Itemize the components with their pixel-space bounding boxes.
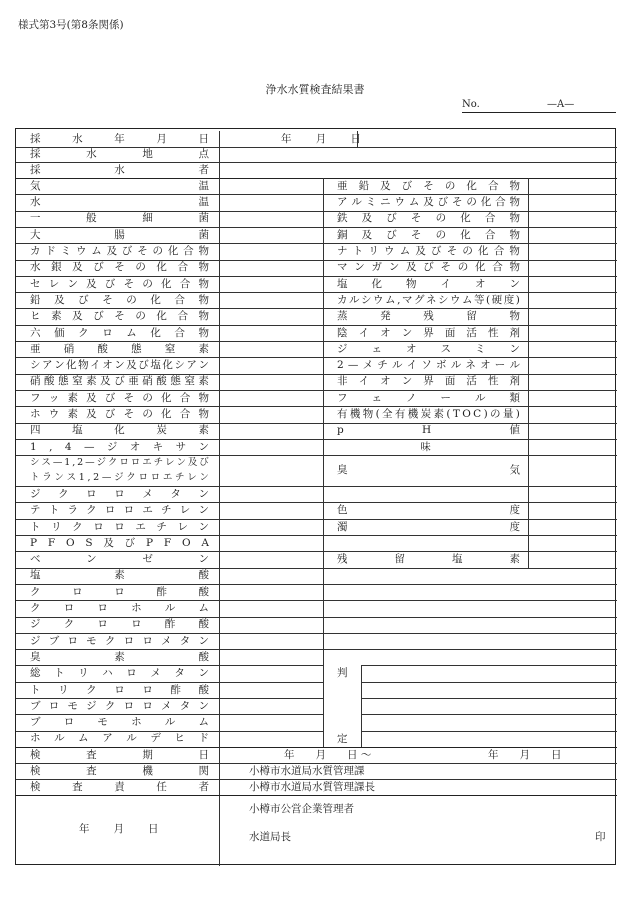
right-item-label: p H 値 (337, 424, 520, 437)
row-divider (16, 374, 323, 375)
row-divider (323, 568, 617, 569)
row-divider (16, 731, 323, 732)
row-divider (361, 731, 617, 732)
right-item-label: 非 イ オ ン 界 面 活 性 剤 (337, 375, 520, 388)
left-item-label: P F O S 及 び P F O A (30, 536, 209, 549)
row-divider (361, 682, 617, 683)
inspection-result-table (15, 128, 616, 865)
column-divider (361, 665, 362, 747)
column-divider (357, 131, 358, 147)
row-divider (16, 600, 323, 601)
right-item-label: 残 留 塩 素 (337, 553, 520, 566)
left-item-label: シ ス — 1 , 2 — ジ ク ロ ロ エ チ レ ン 及 び (30, 457, 209, 469)
row-divider (16, 698, 323, 699)
right-item-label: 塩 化 物 イ オ ン (337, 277, 520, 290)
row-divider (361, 665, 617, 666)
judgement-label-top: 判 (337, 667, 348, 680)
row-divider (16, 584, 323, 585)
left-item-label: ト リ ク ロ ロ エ チ レ ン (30, 520, 209, 533)
right-item-label: 銅 及 び そ の 化 合 物 (337, 228, 520, 241)
row-divider (16, 325, 323, 326)
row-divider (16, 147, 617, 148)
row-divider (361, 714, 617, 715)
left-item-label: 塩 素 酸 (30, 569, 209, 582)
right-item-label: 鉄 及 び そ の 化 合 物 (337, 212, 520, 225)
right-item-label: 濁 度 (337, 520, 520, 533)
left-item-label: ヒ 素 及 び そ の 化 合 物 (30, 310, 209, 323)
left-item-label: 亜 硝 酸 態 窒 素 (30, 342, 209, 355)
left-item-label: ク ロ ロ ホ ル ム (30, 602, 209, 615)
row-divider (16, 519, 323, 520)
left-item-label: ホ ル ム ア ル デ ヒ ド (30, 732, 209, 745)
document-number-value: —A— (547, 99, 575, 110)
left-item-label: 気 温 (30, 179, 209, 192)
right-item-label: マ ン ガ ン 及 び そ の 化 合 物 (337, 261, 520, 274)
row-divider (323, 584, 617, 585)
right-item-label: 亜 鉛 及 び そ の 化 合 物 (337, 179, 520, 192)
row-divider (323, 600, 617, 601)
inspection-period-end: 年 月 日 (488, 748, 562, 761)
row-divider (16, 439, 323, 440)
right-item-label: 有 機 物 ( 全 有 機 炭 素 ( T O C ) の 量 ) (337, 408, 520, 421)
right-item-label (323, 535, 528, 551)
left-item-label: ベ ン ゼ ン (30, 553, 209, 566)
top-row-label: 採 水 者 (30, 163, 209, 176)
row-divider (16, 292, 323, 293)
row-divider (16, 341, 323, 342)
right-item-label: フ ェ ノ ー ル 類 (337, 391, 520, 404)
row-divider (16, 357, 323, 358)
right-item-label: ジ ェ オ ス ミ ン (337, 342, 520, 355)
left-item-label: フ ッ 素 及 び そ の 化 合 物 (30, 391, 209, 404)
left-item-label: 大 腸 菌 (30, 228, 209, 241)
document-number (462, 99, 616, 113)
row-divider (16, 308, 323, 309)
row-divider (16, 682, 323, 683)
right-item-label: 臭 気 (337, 464, 520, 477)
left-item-label: 水 銀 及 び そ の 化 合 物 (30, 261, 209, 274)
issuer-title: 水道局長 (249, 830, 291, 843)
left-item-label: テ ト ラ ク ロ ロ エ チ レ ン (30, 504, 209, 517)
column-divider (219, 178, 220, 747)
column-divider (219, 131, 220, 178)
row-divider (16, 714, 323, 715)
left-item-label: ブ ロ モ ジ ク ロ ロ メ タ ン (30, 699, 209, 712)
bottom-row-label: 検 査 機 関 (30, 764, 209, 777)
right-item-label: 色 度 (337, 504, 520, 517)
left-item-label: 一 般 細 菌 (30, 212, 209, 225)
left-item-label: ト ラ ン ス 1 , 2 — ジ ク ロ ロ エ チ レ ン (30, 471, 209, 483)
row-divider (16, 617, 323, 618)
left-item-label: ブ ロ モ ホ ル ム (30, 716, 209, 729)
row-divider (16, 423, 323, 424)
section-divider (16, 795, 617, 796)
column-divider (528, 178, 529, 568)
judgement-label-bottom: 定 (337, 732, 348, 745)
left-item-label: ト リ ク ロ ロ 酢 酸 (30, 683, 209, 696)
inspection-agency: 小樽市水道局水質管理課 (249, 764, 365, 777)
left-item-label: ク ロ ロ 酢 酸 (30, 585, 209, 598)
left-item-label: 四 塩 化 炭 素 (30, 424, 209, 437)
left-item-label: シ ア ン 化 物 イ オ ン 及 び 塩 化 シ ア ン (30, 359, 209, 372)
row-divider (16, 260, 323, 261)
right-item-label: 陰 イ オ ン 界 面 活 性 剤 (337, 326, 520, 339)
left-item-label: ジ ク ロ ロ 酢 酸 (30, 618, 209, 631)
row-divider (16, 649, 323, 650)
left-item-label: ホ ウ 素 及 び そ の 化 合 物 (30, 408, 209, 421)
row-divider (16, 535, 323, 536)
issuer-name: 小樽市公営企業管理者 (249, 802, 354, 815)
row-divider (16, 551, 323, 552)
right-item-label: ナ ト リ ウ ム 及 び そ の 化 合 物 (337, 245, 520, 258)
row-divider (16, 502, 323, 503)
row-divider (16, 390, 323, 391)
right-item-label: 味 (420, 440, 431, 453)
row-divider (16, 665, 323, 666)
right-item-label (323, 486, 528, 502)
row-divider (16, 162, 617, 163)
row-divider (16, 276, 323, 277)
left-item-label: セ レ ン 及 び そ の 化 合 物 (30, 277, 209, 290)
left-item-label: 総 ト リ ハ ロ メ タ ン (30, 667, 209, 680)
form-number: 様式第3号(第8条関係) (18, 19, 124, 31)
column-divider (323, 178, 324, 747)
bottom-row-label: 検 査 責 任 者 (30, 780, 209, 793)
inspection-period-start: 年 月 日 〜 (284, 748, 372, 761)
left-item-label: 1 , 4 — ジ オ キ サ ン (30, 440, 209, 453)
row-divider (16, 211, 323, 212)
row-divider (16, 227, 323, 228)
document-number-label: No. (462, 99, 480, 110)
row-divider (361, 698, 617, 699)
left-item-label: 鉛 及 び そ の 化 合 物 (30, 293, 209, 306)
document-title: 浄水水質検査結果書 (265, 83, 365, 96)
seal-mark: 印 (595, 830, 606, 843)
row-divider (323, 649, 617, 650)
bottom-row-label: 検 査 期 日 (30, 748, 209, 761)
left-item-label: 臭 素 酸 (30, 650, 209, 663)
row-divider (16, 455, 323, 456)
left-item-label: ジ ク ロ ロ メ タ ン (30, 487, 209, 500)
sampling-date-value: 年 月 日 (281, 132, 361, 145)
right-item-label: 蒸 発 残 留 物 (337, 310, 520, 323)
left-item-label: 硝 酸 態 窒 素 及 び 亜 硝 酸 態 窒 素 (30, 375, 209, 388)
top-row-label: 採 水 地 点 (30, 148, 209, 161)
column-divider (219, 747, 220, 866)
right-item-label: 2 — メ チ ル イ ソ ボ ル ネ オ ー ル (337, 359, 520, 372)
row-divider (323, 617, 617, 618)
left-item-label: 六 価 ク ロ ム 化 合 物 (30, 326, 209, 339)
row-divider (16, 633, 323, 634)
issue-date: 年 月 日 (79, 822, 160, 835)
inspection-responsible-person: 小樽市水道局水質管理課長 (249, 780, 375, 793)
row-divider (323, 633, 617, 634)
left-item-label: カ ド ミ ウ ム 及 び そ の 化 合 物 (30, 245, 209, 258)
row-divider (16, 486, 323, 487)
row-divider (16, 406, 323, 407)
left-item-label: ジ ブ ロ モ ク ロ ロ メ タ ン (30, 634, 209, 647)
top-row-label: 採 水 年 月 日 (30, 132, 209, 145)
row-divider (16, 243, 323, 244)
row-divider (16, 568, 323, 569)
row-divider (16, 194, 323, 195)
right-item-label: ア ル ミ ニ ウ ム 及 び そ の 化 合 物 (337, 196, 520, 209)
right-item-label: カ ル シ ウ ム , マ グ ネ シ ウ ム 等 ( 硬 度 ) (337, 293, 520, 306)
left-item-label: 水 温 (30, 196, 209, 209)
